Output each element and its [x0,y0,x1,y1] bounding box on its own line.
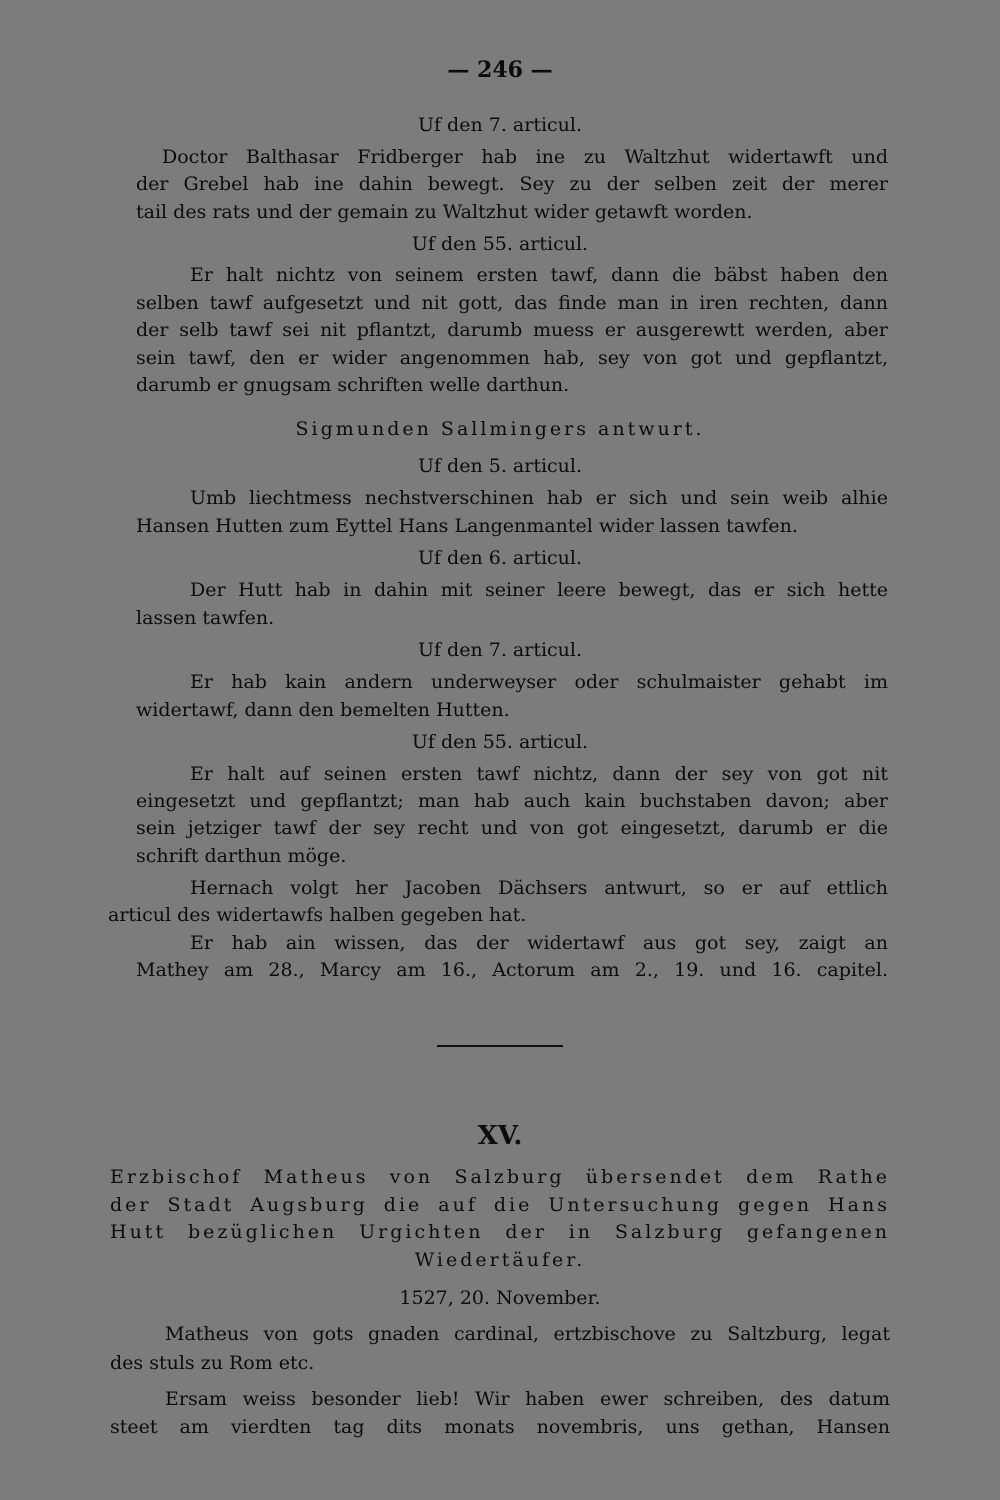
document-number: XV. [477,1121,523,1151]
paragraph-line: lassen tawfen. [136,607,275,629]
paragraph-line: Hansen Hutten zum Eyttel Hans Langenmantel wider lassen tawfen. [136,515,798,537]
paragraph-line: Umb liechtmess nechstverschinen hab er sich und sein weib alhie [190,487,888,509]
paragraph-line: Der Hutt hab in dahin mit seiner leere bewegt, das er sich hette [190,579,888,601]
document-title-line: Erzbischof Matheus von Salzburg übersendet dem Rathe [110,1166,890,1188]
paragraph-line: tail des rats und der gemain zu Waltzhut wider getawft worden. [136,201,753,223]
document-title-line: Wiedertäufer. [414,1249,586,1271]
paragraph-line: Doctor Balthasar Fridberger hab ine zu Waltzhut widertawft und [162,146,888,168]
section-title: Sigmunden Sallmingers antwurt. [295,418,705,440]
paragraph-line: articul des widertawfs halben gegeben hat. [108,904,527,926]
article-heading: Uf den 7. articul. [417,114,583,136]
document-date: 1527, 20. November. [399,1287,601,1309]
article-heading: Uf den 55. articul. [411,233,589,255]
article-heading: Uf den 7. articul. [417,639,583,661]
paragraph-line: schrift darthun möge. [136,845,347,867]
paragraph-line: Er hab kain andern underweyser oder schulmaister gehabt im [190,671,888,693]
article-heading: Uf den 5. articul. [417,455,583,477]
paragraph-line: Er halt nichtz von seinem ersten tawf, dann die bäbst haben den [190,264,888,286]
paragraph-line: darumb er gnugsam schriften welle darthun. [136,374,570,396]
page-number: — 246 — [447,57,553,83]
paragraph-line: eingesetzt und gepflantzt; man hab auch kain buchstaben davon; aber [136,790,888,812]
paragraph-line: der Grebel hab ine dahin bewegt. Sey zu der selben zeit der merer [136,173,888,195]
paragraph-line: Hernach volgt her Jacoben Dächsers antwurt, so er auf ettlich [190,877,888,899]
paragraph-line: Matheus von gots gnaden cardinal, ertzbischove zu Saltzburg, legat [165,1323,890,1345]
paragraph-line: widertawf, dann den bemelten Hutten. [136,699,510,721]
paragraph-line: sein jetziger tawf der sey recht und von got eingesetzt, darumb er die [136,817,888,839]
paragraph-line: Mathey am 28., Marcy am 16., Actorum am 2., 19. und 16. capitel. [136,959,888,981]
paragraph-line: sein tawf, den er wider angenommen hab, sey von got und gepflantzt, [136,347,888,369]
paragraph-line: Er halt auf seinen ersten tawf nichtz, dann der sey von got nit [190,763,888,785]
paragraph-line: selben tawf aufgesetzt und nit gott, das finde man in iren rechten, dann [136,292,888,314]
article-heading: Uf den 6. articul. [417,547,583,569]
paragraph-line: der selb tawf sei nit pflantzt, darumb muess er ausgerewtt werden, aber [136,319,888,341]
document-title-line: Hutt bezüglichen Urgichten der in Salzburg gefangenen [110,1221,890,1243]
paragraph-line: Er hab ain wissen, das der widertawf aus got sey, zaigt an [190,932,888,954]
paragraph-line: Ersam weiss besonder lieb! Wir haben ewer schreiben, des datum [165,1388,890,1410]
paragraph-line: des stuls zu Rom etc. [110,1352,315,1374]
paragraph-line: steet am vierdten tag dits monats novembris, uns gethan, Hansen [110,1416,890,1438]
document-title-line: der Stadt Augsburg die auf die Untersuchung gegen Hans [110,1194,890,1216]
section-divider [437,1045,563,1047]
article-heading: Uf den 55. articul. [411,731,589,753]
